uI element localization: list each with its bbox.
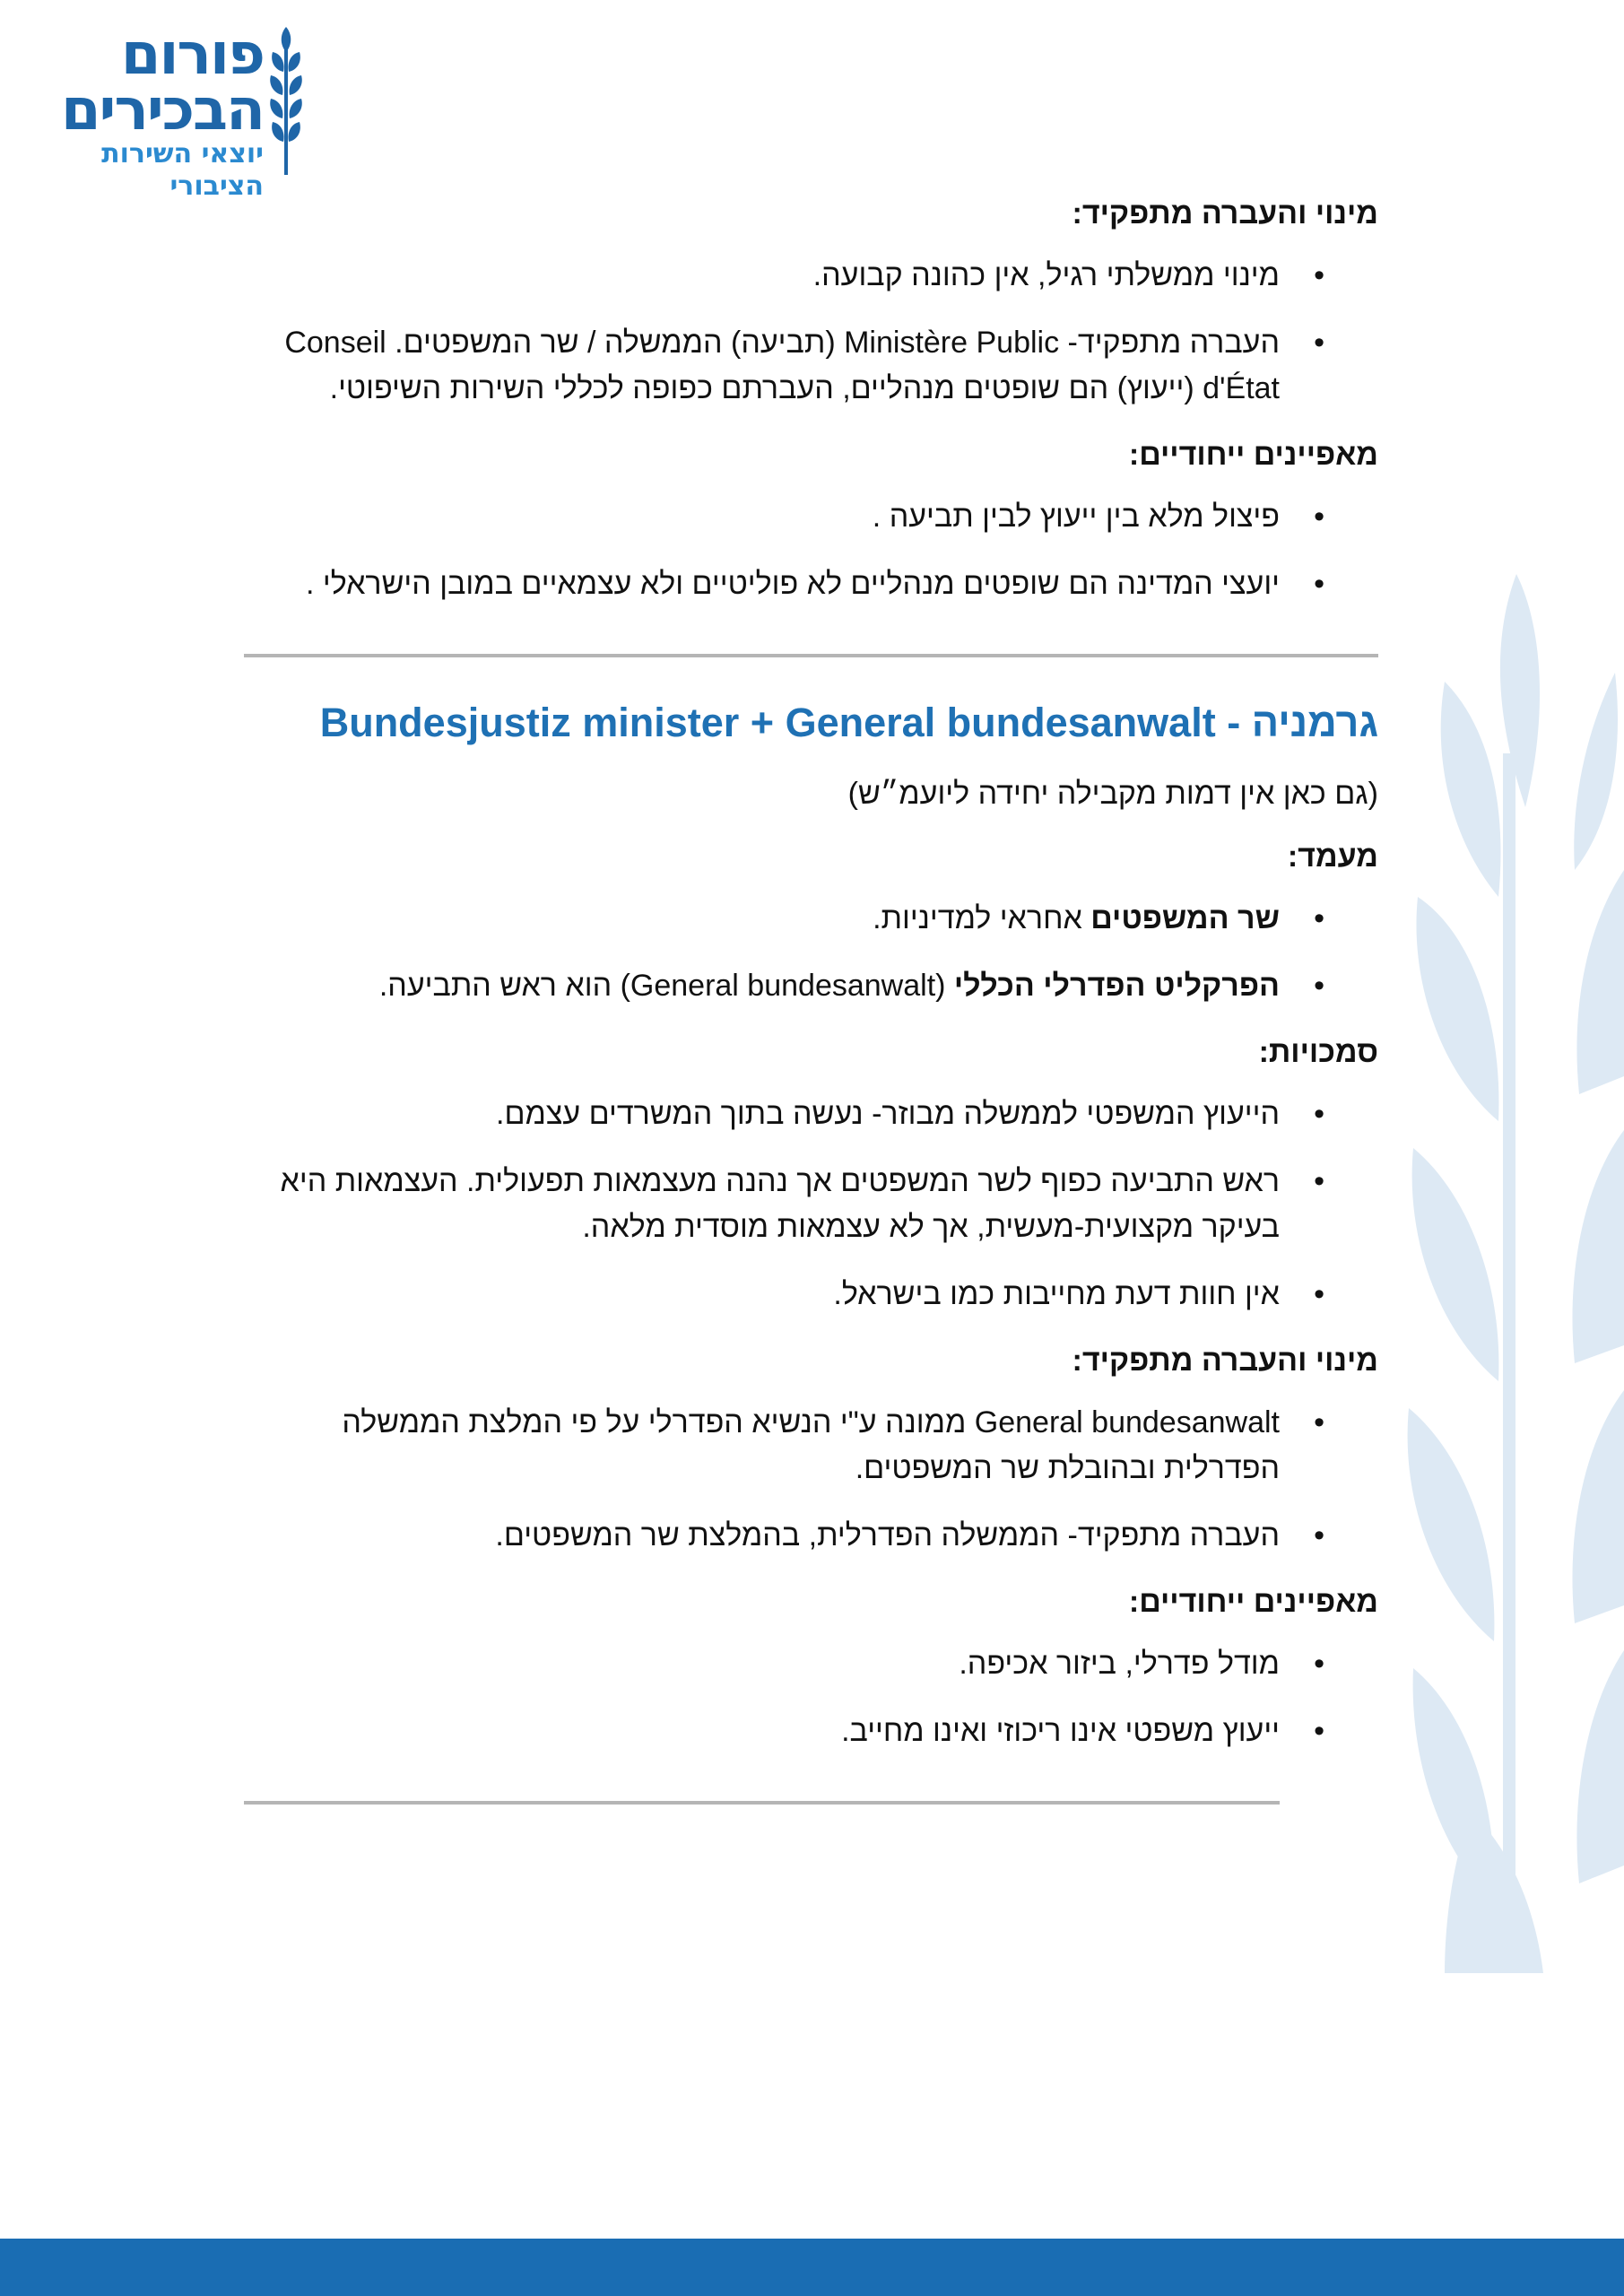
bold-term: שר המשפטים — [1090, 901, 1280, 935]
section-heading-unique: מאפיינים ייחודיים: — [1128, 1585, 1378, 1619]
list-item: • ראש התביעה כפוף לשר המשפטים אך נהנה מעצמאות תפעולית. העצמאות היא בעיקר מקצועית-מעשית, אך לא עצמאות מוסדית מלאה. — [244, 1159, 1378, 1250]
footer-bar — [0, 2239, 1624, 2296]
section-heading-powers: סמכויות: — [1258, 1035, 1378, 1069]
item-text: (General bundesanwalt) הוא ראש התביעה. — [378, 969, 954, 1003]
list-item: • אין חוות דעת מחייבות כמו בישראל. — [244, 1272, 1378, 1318]
list-item — [244, 896, 1378, 942]
bullet-list — [244, 896, 1378, 1009]
bullet-list — [244, 253, 1378, 412]
section-divider — [244, 654, 1378, 657]
bullet-list — [244, 1400, 1378, 1559]
bullet-list — [244, 1641, 1378, 1754]
list-item: • העברה מתפקיד- הממשלה הפדרלית, בהמלצת שר המשפטים. — [244, 1513, 1378, 1559]
logo-line-1: פורום — [120, 22, 264, 88]
logo-line-2: הבכירים — [60, 77, 264, 144]
section-divider — [244, 1801, 1280, 1805]
list-item: • פיצול מלא בין ייעוץ לבין תביעה . — [244, 494, 1378, 540]
item-text: אחראי למדיניות. — [873, 901, 1091, 935]
list-item: • General bundesanwalt ממונה ע"י הנשיא הפדרלי על פי המלצת הממשלה הפדרלית ובהובלת שר המשפטים. — [244, 1400, 1378, 1492]
wheat-watermark — [1391, 574, 1624, 1973]
document-body — [244, 179, 1378, 1842]
forum-logo — [38, 22, 307, 202]
list-item: • ייעוץ משפטי אינו ריכוזי ואינו מחייב. — [244, 1709, 1378, 1754]
list-item: • הייעוץ המשפטי לממשלה מבוזר- נעשה בתוך המשרדים עצמם. — [244, 1091, 1378, 1137]
bold-term: הפרקליט הפדרלי הכללי — [953, 969, 1280, 1003]
section-heading-appointment: מינוי והעברה מתפקיד: — [1072, 1344, 1378, 1378]
section-heading-status: מעמד: — [1287, 839, 1378, 874]
germany-note: (גם כאן אין דמות מקבילה יחידה ליועמ״ש) — [847, 777, 1378, 811]
list-item: • מינוי ממשלתי רגיל, אין כהונה קבועה. — [244, 253, 1378, 299]
bullet-list — [244, 494, 1378, 607]
list-item: • העברה מתפקיד- Ministère Public (תביעה) הממשלה / שר המשפטים. Conseil d'État (ייעוץ) הם שופטים מנהליים, העברתם כפופה לכללי השירות השיפוטי. — [244, 320, 1378, 412]
logo-line-3: יוצאי השירות הציבורי — [101, 138, 264, 202]
bullet-list — [244, 1091, 1378, 1318]
wheat-sprig-icon — [265, 27, 307, 175]
germany-title: גרמניה - Bundesjustiz minister + General bundesanwalt — [319, 700, 1378, 745]
list-item: • מודל פדרלי, ביזור אכיפה. — [244, 1641, 1378, 1687]
list-item — [244, 963, 1378, 1009]
logo-text — [38, 22, 264, 203]
list-item: • יועצי המדינה הם שופטים מנהליים לא פוליטיים ולא עצמאיים במובן הישראלי . — [244, 561, 1378, 607]
section-heading-unique: מאפיינים ייחודיים: — [1128, 438, 1378, 472]
section-heading-appointment: מינוי והעברה מתפקיד: — [1072, 196, 1378, 230]
